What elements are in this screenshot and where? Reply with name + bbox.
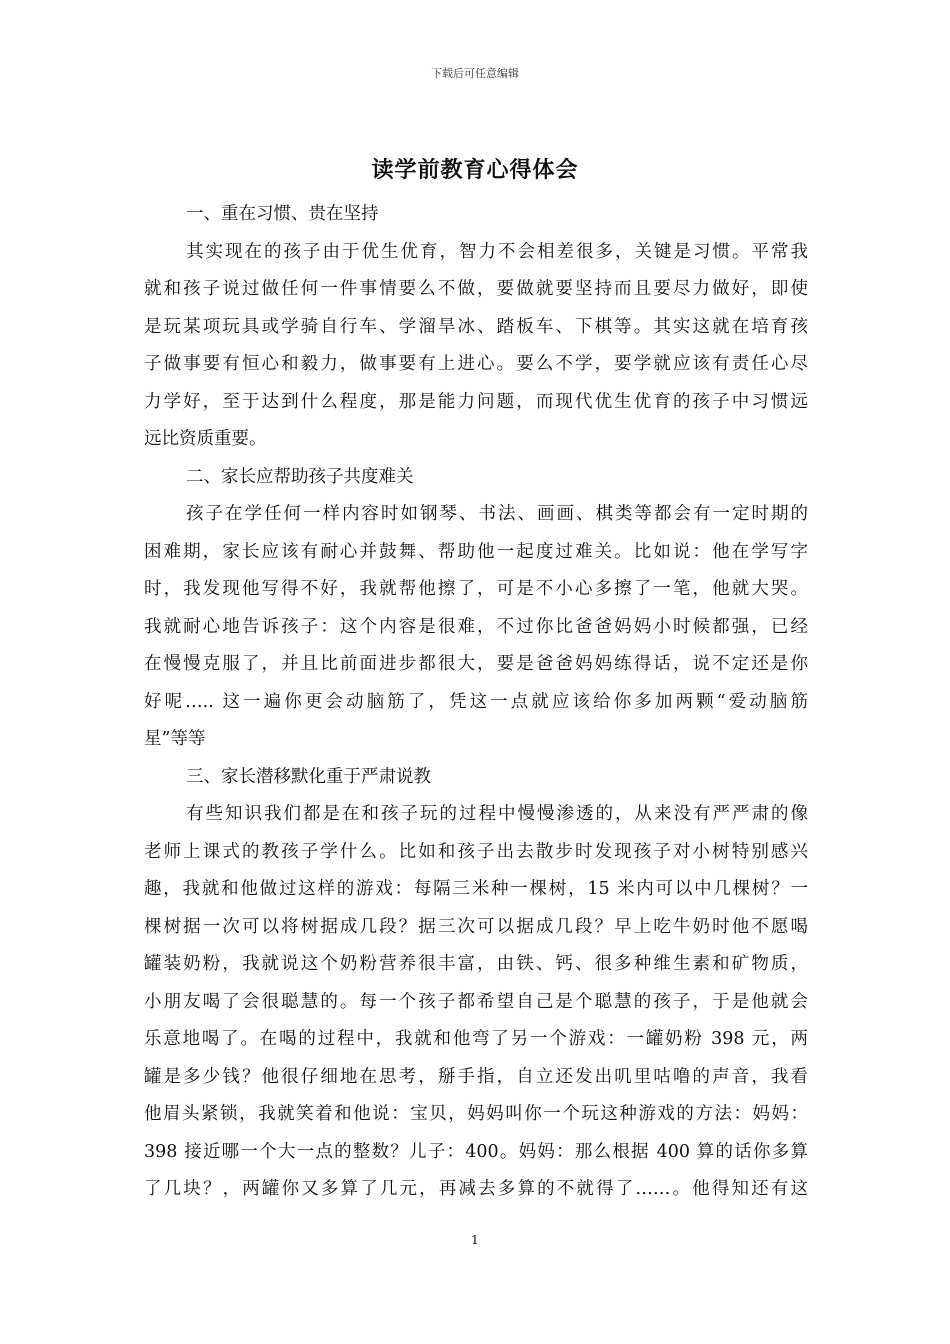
header-note: 下载后可任意编辑 [431,67,519,80]
paragraph-line: 棵树据一次可以将树据成几段？据三次可以据成几段？早上吃牛奶时他不愿喝 [144,916,808,937]
document-title: 读学前教育心得体会 [371,157,579,183]
paragraph-line: 好呢….. 这一遍你更会动脑筋了，凭这一点就应该给你多加两颗“爱动脑筋 [144,691,808,712]
document-body [144,196,808,1209]
paragraph-line: 老师上课式的教孩子学什么。比如和孩子出去散步时发现孩子对小树特别感兴 [144,841,808,862]
paragraph-line: 他眉头紧锁，我就笑着和他说：宝贝，妈妈叫你一个玩这种游戏的方法：妈妈： [144,1104,808,1124]
paragraph-line: 是玩某项玩具或学骑自行车、学溜旱冰、踏板车、下棋等。其实这就在培育孩 [144,316,808,337]
paragraph-line: 罐是多少钱？他很仔细地在思考，掰手指，自立还发出叽里咕噜的声音，我看 [144,1066,808,1087]
section-heading-3: 三、家长潜移默化重于严肃说教 [186,766,431,787]
paragraph-line: 乐意地喝了。在喝的过程中，我就和他弯了另一个游戏：一罐奶粉 398 元，两 [144,1029,808,1049]
paragraph-line: 困难期，家长应该有耐心并鼓舞、帮助他一起度过难关。比如说：他在学写字 [144,541,808,562]
paragraph-line: 罐装奶粉，我就说这个奶粉营养很丰富，由铁、钙、很多种维生素和矿物质， [144,954,808,974]
paragraph-line: 星”等等 [144,729,206,749]
paragraph-line: 我就耐心地告诉孩子：这个内容是很难，不过你比爸爸妈妈小时候都强，已经 [144,616,808,637]
paragraph-line: 在慢慢克服了，并且比前面进步都很大，要是爸爸妈妈练得话，说不定还是你 [144,654,808,674]
paragraph-line: 有些知识我们都是在和孩子玩的过程中慢慢渗透的，从来没有严严肃的像 [186,804,808,824]
paragraph-line: 趣，我就和他做过这样的游戏：每隔三米种一棵树，15 米内可以中几棵树？一 [144,879,808,899]
paragraph-line: 398 接近哪一个大一点的整数？儿子：400。妈妈：那么根据 400 算的话你多算 [144,1141,808,1162]
page-number: 1 [471,1233,479,1247]
paragraph-line: 了几块？，两罐你又多算了几元，再减去多算的不就得了……。他得知还有这 [144,1179,808,1199]
section-heading-2: 二、家长应帮助孩子共度难关 [186,466,414,487]
paragraph-line: 就和孩子说过做任何一件事情要么不做，要做就要坚持而且要尽力做好，即使 [144,279,808,299]
paragraph-line: 子做事要有恒心和毅力，做事要有上进心。要么不学，要学就应该有责任心尽 [144,354,808,374]
section-heading-1: 一、重在习惯、贵在坚持 [186,204,379,224]
paragraph-line: 小朋友喝了会很聪慧的。每一个孩子都希望自己是个聪慧的孩子，于是他就会 [144,991,808,1012]
paragraph-line: 力学好，至于达到什么程度，那是能力问题，而现代优生优育的孩子中习惯远 [144,391,808,412]
paragraph-line: 孩子在学任何一样内容时如钢琴、书法、画画、棋类等都会有一定时期的 [186,504,808,524]
paragraph-line: 时，我发现他写得不好，我就帮他擦了，可是不小心多擦了一笔，他就大哭。 [144,579,808,599]
paragraph-line: 其实现在的孩子由于优生优育，智力不会相差很多，关键是习惯。平常我 [186,241,808,262]
paragraph-line: 远比资质重要。 [144,429,267,449]
